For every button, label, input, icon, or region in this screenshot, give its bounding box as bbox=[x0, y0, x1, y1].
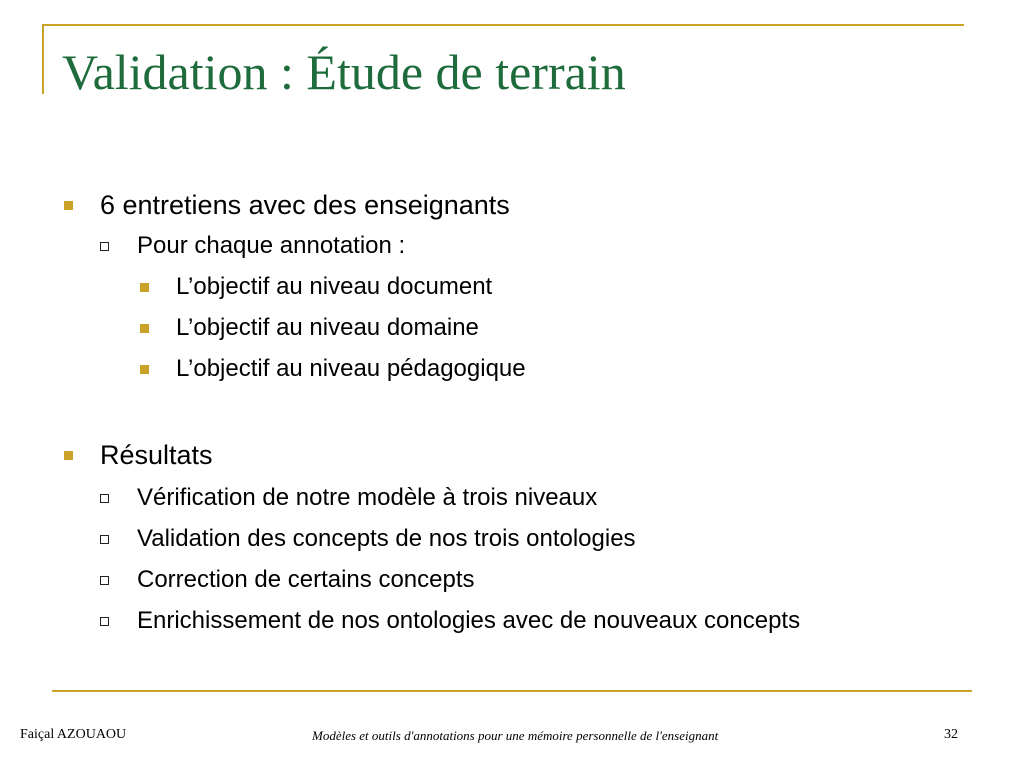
bullet-entretiens bbox=[0, 187, 1024, 223]
square-bullet-icon bbox=[64, 201, 73, 210]
hollow-square-bullet-icon bbox=[100, 494, 109, 503]
subsubbullet-objectif-document bbox=[0, 271, 1024, 303]
hollow-square-bullet-icon bbox=[100, 242, 109, 251]
hollow-square-bullet-icon bbox=[100, 617, 109, 626]
footer-title: Modèles et outils d'annotations pour une mémoire personnelle de l'enseignant bbox=[312, 728, 719, 743]
slide-title: Validation : Étude de terrain bbox=[62, 44, 626, 100]
square-bullet-icon bbox=[140, 365, 149, 374]
square-bullet-icon bbox=[64, 451, 73, 460]
subsubbullet-text: L’objectif au niveau domaine bbox=[176, 314, 479, 341]
square-bullet-icon bbox=[140, 283, 149, 292]
footer-author: Faiçal AZOUAOU bbox=[20, 727, 127, 742]
bullet-resultats bbox=[0, 437, 1024, 473]
subbullet-pour-chaque-annotation bbox=[0, 230, 1024, 262]
subsubbullet-text: L’objectif au niveau document bbox=[176, 273, 493, 300]
subbullet-verification bbox=[0, 482, 1024, 514]
subsubbullet-objectif-pedagogique bbox=[0, 353, 1024, 385]
subbullet-enrichissement bbox=[0, 605, 1024, 637]
subbullet-correction bbox=[0, 564, 1024, 596]
subsubbullet-objectif-domaine bbox=[0, 312, 1024, 344]
page-number: 32 bbox=[944, 727, 958, 742]
bullet-text: 6 entretiens avec des enseignants bbox=[100, 189, 510, 220]
subsubbullet-text: L’objectif au niveau pédagogique bbox=[176, 355, 526, 382]
hollow-square-bullet-icon bbox=[100, 535, 109, 544]
footer-rule bbox=[52, 690, 972, 692]
subbullet-text: Enrichissement de nos ontologies avec de nouveaux concepts bbox=[137, 607, 801, 634]
subbullet-text: Pour chaque annotation : bbox=[137, 232, 406, 259]
subbullet-text: Validation des concepts de nos trois ontologies bbox=[137, 525, 636, 552]
square-bullet-icon bbox=[140, 324, 149, 333]
subbullet-text: Vérification de notre modèle à trois niveaux bbox=[137, 484, 598, 511]
subbullet-text: Correction de certains concepts bbox=[137, 566, 475, 593]
hollow-square-bullet-icon bbox=[100, 576, 109, 585]
subbullet-validation-concepts bbox=[0, 523, 1024, 555]
bullet-text: Résultats bbox=[100, 439, 213, 470]
